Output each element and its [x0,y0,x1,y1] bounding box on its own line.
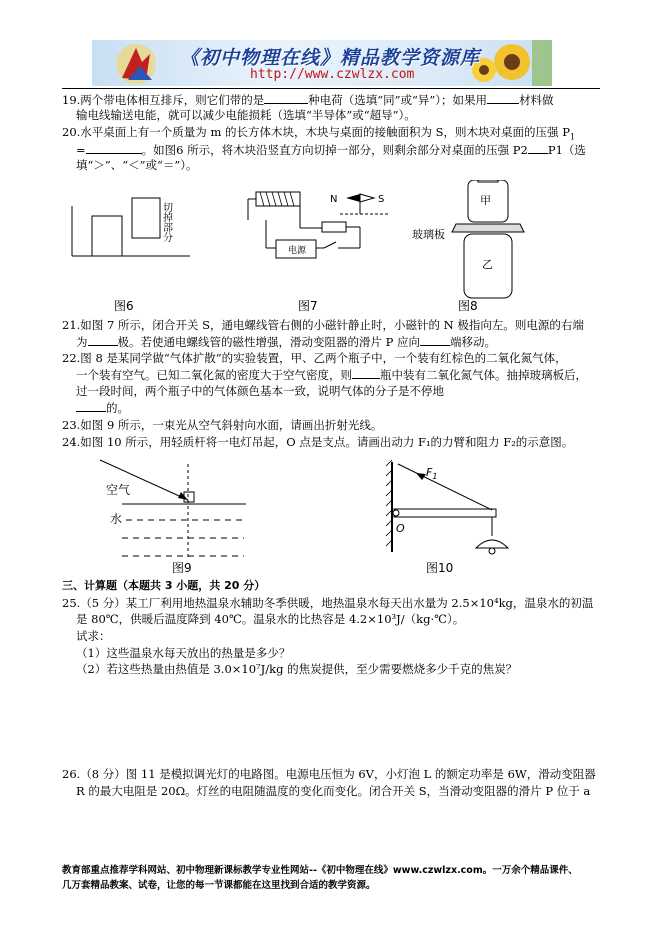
q19-blank-2[interactable] [487,92,519,104]
q25-sub-2: （2）若这些热量由热值是 3.0×10⁷J/kg 的焦炭提供，至少需要燃烧多少千克的焦炭？ [76,662,518,676]
question-19 [62,92,554,108]
question-23: 23.如图 9 所示，一束光从空气斜射向水面，请画出折射光线。 [62,418,383,432]
fig9-caption: 图9 [172,561,192,575]
q19-blank-1[interactable] [264,92,308,104]
figure-10 [386,460,508,554]
header-rule [62,88,600,89]
q20-line-2 [76,142,586,158]
figure-9 [100,460,246,560]
q22-line-2 [76,367,587,383]
q21-blank-2[interactable] [420,334,450,346]
q20-line-3: 填“＞”、“＜”或“＝”）。 [76,158,198,172]
fig7-n-label: N [330,194,338,205]
fig8-top-label: 甲 [480,194,491,207]
fig7-rheostat [322,222,346,232]
q22-blank-2[interactable] [76,400,106,412]
fig9-water-label: 水 [110,512,123,526]
header-banner [92,40,552,86]
fig7-caption: 图7 [298,299,318,313]
fig7-s-label: S [378,194,385,205]
q21-text-b: 极。若使通电螺线管的磁性增强，滑动变阻器的滑片 P 应向 [117,335,421,349]
fig10-caption: 图10 [426,561,454,575]
fig10-pivot-label: O [396,522,405,535]
fig9-air-label: 空气 [106,483,131,497]
q21-line-2 [76,334,496,350]
q22-line-4 [76,400,129,416]
q20-text-1: 20.水平桌面上有一个质量为 m 的长方体木块，木块与桌面的接触面积为 S，则木块对桌面的压强 P [62,125,570,139]
figure-7 [248,192,390,258]
fig10-pivot [393,510,399,516]
fig7-needle-n [346,194,360,202]
question-21: 21.如图 7 所示，闭合开关 S，通电螺线管右侧的小磁针静止时，小磁针的 N 极指向左。则电源的右端 [62,318,584,332]
fig6-block [92,216,122,256]
figure-8 [412,180,524,298]
fig10-rope [398,464,492,510]
question-22: 22.图 8 是某同学做“气体扩散”的实验装置，甲、乙两个瓶子中，一个装有红棕色的二氧化氮气体， [62,351,567,365]
section-3-heading: 三、计算题（本题共 3 小题，共 20 分） [62,579,266,592]
figures-9-10 [60,452,600,576]
q25-line-3: 试求： [76,629,111,643]
fig8-caption: 图8 [458,299,478,313]
footer-line-2: 几万套精品教案、试卷，让您的每一节课都能在这里找到合适的教学资源。 [62,880,376,891]
fig10-lamp [476,540,508,548]
q19-text-a: 19.两个带电体相互排斥，则它们带的是 [62,93,265,107]
question-26: 26.（8 分）图 11 是模拟调光灯的电路图。电源电压恒为 6V，小灯泡 L 的额定功率是 6W，滑动变阻器 [62,767,596,781]
banner-title: 《初中物理在线》精品教学资源库 [180,47,481,69]
q22-text-d: 的。 [106,401,129,415]
fig8-glass-label: 玻璃板 [412,228,445,241]
fig7-switch [324,242,336,248]
q20-blank-2[interactable] [528,142,548,154]
q19-line-2: 输电线输送电能，就可以减少电能损耗（选填“半导体”或“超导”）。 [76,108,416,122]
q25-line-2: 是 80℃，供暖后温度降到 40℃。温泉水的比热容是 4.2×10³J/（kg·℃）。 [76,612,465,626]
q21-text-a: 为 [76,335,88,349]
banner-url[interactable]: http://www.czwlzx.com [250,67,415,82]
q19-text-b: 种电荷（选填“同”或“异”）；如果用 [308,93,488,107]
question-24: 24.如图 10 所示，用轻质杆将一电灯吊起，O 点是支点。请画出动力 F₁的力臂和阻力 F₂的示意图。 [62,435,574,449]
fig7-needle-s [360,194,374,202]
q19-text-c: 材料做 [519,93,554,107]
fig6-label: 切掉部分 [160,202,172,242]
question-25: 25.（5 分）某工厂利用地热温泉水辅助冬季供暖，地热温泉水每天出水量为 2.5×10⁴kg，温泉水的初温 [62,596,594,610]
fig6-cut-piece [132,198,160,238]
q25-sub-1: （1）这些温泉水每天放出的热量是多少？ [76,646,291,660]
fig7-source-label: 电源 [288,246,307,256]
q20-text-2a: = [76,143,86,157]
q22-text-b: 瓶中装有二氧化氮气体。抽掉玻璃板后， [380,368,587,382]
q20-sub: 1 [569,132,576,142]
q22-line-3: 过一段时间，两个瓶子中的气体颜色基本一致，说明气体的分子是不停地 [76,384,444,398]
q22-blank-1[interactable] [352,367,380,379]
fig10-lever [394,509,496,517]
fig6-caption: 图6 [114,299,134,313]
q22-text-a: 一个装有空气。已知二氧化氮的密度大于空气密度，则 [76,368,352,382]
q20-blank-1[interactable] [86,142,142,154]
q20-text-2c: P1（选 [547,143,586,157]
q20-text-2b: 。如图6 所示，将木块沿竖直方向切掉一部分，则剩余部分对桌面的压强 P2 [141,143,528,157]
q26-line-2: R 的最大电阻是 20Ω。灯丝的电阻随温度的变化而变化。闭合开关 S，当滑动变阻器的滑片 P 位于 a [76,784,591,798]
q21-text-c: 端移动。 [450,335,497,349]
fig8-glass-plate [452,224,524,232]
figures-6-7-8 [60,180,600,320]
fig8-bottom-label: 乙 [482,258,493,271]
footer-line-1: 教育部重点推荐学科网站、初中物理新课标教学专业性网站--《初中物理在线》www.czwlzx.com。一万余个精品课件、 [62,865,578,876]
fig10-force-label: $F_1$ [426,466,438,481]
figure-6 [72,198,190,256]
q21-blank-1[interactable] [88,334,118,346]
